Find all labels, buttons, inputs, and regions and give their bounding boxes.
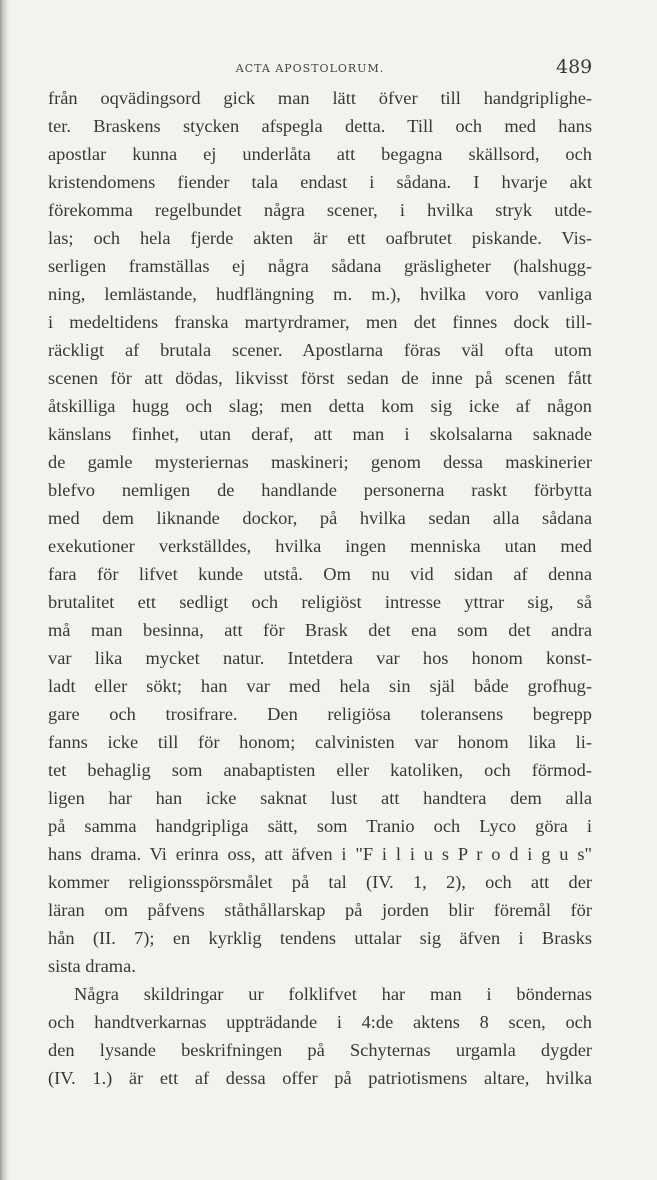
text-line: brutalitet ett sedligt och religiöst intresse yttrar sig, så xyxy=(48,592,592,612)
text-line: ning, lemlästande, hudflängning m. m.), hvilka voro vanliga xyxy=(48,284,592,304)
running-title: ACTA APOSTOLORUM. xyxy=(235,62,385,75)
text-line: med dem liknande dockor, på hvilka sedan alla sådana xyxy=(48,508,592,528)
text-line: de gamle mysteriernas maskineri; genom dessa maskinerier xyxy=(48,452,592,472)
text-line: räckligt af brutala scener. Apostlarna föras väl ofta utom xyxy=(48,340,592,360)
text-line: tet behaglig som anabaptisten eller katoliken, och förmod- xyxy=(48,760,592,780)
text-line: exekutioner verkställdes, hvilka ingen menniska utan med xyxy=(48,536,592,556)
text-line: var lika mycket natur. Intetdera var hos honom konst- xyxy=(48,648,592,668)
text-line: apostlar kunna ej underlåta att begagna skällsord, och xyxy=(48,144,592,164)
text-line: las; och hela fjerde akten är ett oafbrutet piskande. Vis- xyxy=(48,228,592,248)
text-line: sista drama. xyxy=(48,956,136,976)
text-line: blefvo nemligen de handlande personerna raskt förbytta xyxy=(48,480,592,500)
text-line: Några skildringar ur folklifvet har man i böndernas xyxy=(74,984,592,1004)
text-line: på samma handgripliga sätt, som Tranio och Lyco göra i xyxy=(48,816,592,836)
text-line: ligen har han icke saknat lust att handtera dem alla xyxy=(48,788,592,808)
text-line: i medeltidens franska martyrdramer, men det finnes dock till- xyxy=(48,312,592,332)
text-line: läran om påfvens ståthållarskap på jorden blir föremål för xyxy=(48,900,592,920)
text-line: kristendomens fiender tala endast i sådana. I hvarje akt xyxy=(48,172,592,192)
text-line: från oqvädingsord gick man lätt öfver till handgriplighe- xyxy=(48,88,592,108)
text-line: åtskilliga hugg och slag; men detta kom sig icke af någon xyxy=(48,396,592,416)
text-line: förekomma regelbundet några scener, i hvilka stryk utde- xyxy=(48,200,592,220)
text-line: kommer religionsspörsmålet på tal (IV. 1, 2), och att der xyxy=(48,872,592,892)
text-line: serligen framställas ej några sådana gräsligheter (halshugg- xyxy=(48,256,592,276)
text-line: och handtverkarnas uppträdande i 4:de aktens 8 scen, och xyxy=(48,1012,592,1032)
page-binding-edge xyxy=(0,0,10,1180)
text-line: hans drama. Vi erinra oss, att äfven i "F i l i u s P r o d i g u s" xyxy=(48,844,592,864)
body-text xyxy=(48,84,592,1092)
text-line: (IV. 1.) är ett af dessa offer på patriotismens altare, hvilka xyxy=(48,1068,592,1088)
text-line: fara för lifvet kunde utstå. Om nu vid sidan af denna xyxy=(48,564,592,584)
text-line: scenen för att dödas, likvisst först sedan de inne på scenen fått xyxy=(48,368,592,388)
text-line: ter. Braskens stycken afspegla detta. Till och med hans xyxy=(48,116,592,136)
text-line: hån (II. 7); en kyrklig tendens uttalar sig äfven i Brasks xyxy=(48,928,592,948)
page-number: 489 xyxy=(556,56,593,78)
text-line: den lysande beskrifningen på Schyternas urgamla dygder xyxy=(48,1040,592,1060)
text-line: känslans finhet, utan deraf, att man i skolsalarna saknade xyxy=(48,424,592,444)
text-line: gare och trosifrare. Den religiösa toleransens begrepp xyxy=(48,704,592,724)
text-line: må man besinna, att för Brask det ena som det andra xyxy=(48,620,592,640)
text-line: ladt eller sökt; han var med hela sin själ både grofhug- xyxy=(48,676,592,696)
text-line: fanns icke till för honom; calvinisten var honom lika li- xyxy=(48,732,592,752)
